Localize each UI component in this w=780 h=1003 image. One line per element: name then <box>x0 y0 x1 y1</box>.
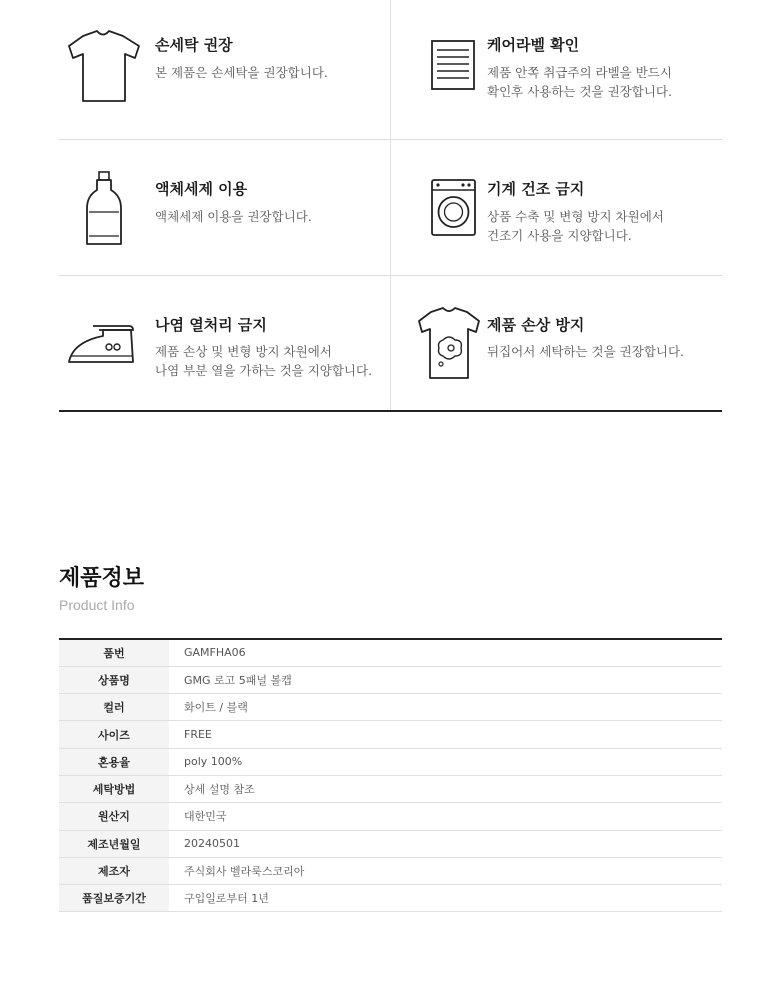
inside-out-shirt-icon <box>391 276 481 410</box>
care-item-no-heat-print <box>59 276 390 410</box>
care-title: 제품 손상 방지 <box>487 316 585 334</box>
washing-machine-icon <box>391 140 481 275</box>
product-info-title: 제품정보 <box>59 566 145 591</box>
row-label: 품질보증기간 <box>59 885 169 912</box>
care-row <box>59 140 722 276</box>
care-title: 액체세제 이용 <box>155 180 248 198</box>
care-desc: 뒤집어서 세탁하는 것을 권장합니다. <box>487 344 685 359</box>
row-value: 대한민국 <box>184 810 227 824</box>
row-label: 사이즈 <box>59 721 169 748</box>
row-value: poly 100% <box>184 755 243 769</box>
care-desc: 상품 수축 및 변형 방지 차원에서 건조기 사용을 지양합니다. <box>487 209 664 243</box>
care-row <box>59 0 722 140</box>
care-title: 나염 열처리 금지 <box>155 316 267 334</box>
row-value: 주식회사 벨라룩스코리아 <box>184 865 305 879</box>
care-title: 기계 건조 금지 <box>487 180 585 198</box>
table-row <box>59 830 722 857</box>
product-info-table <box>59 638 722 912</box>
table-row <box>59 694 722 721</box>
care-desc: 본 제품은 손세탁을 권장합니다. <box>155 65 328 80</box>
care-item-no-tumble-dry <box>391 140 722 275</box>
table-row <box>59 803 722 830</box>
iron-icon <box>59 276 149 410</box>
care-desc: 액체세제 이용을 권장합니다. <box>155 209 312 224</box>
table-row <box>59 639 722 666</box>
row-label: 혼용율 <box>59 748 169 775</box>
care-item-hand-wash <box>59 0 390 139</box>
product-info-subtitle: Product Info <box>59 597 135 613</box>
row-label: 제조자 <box>59 857 169 884</box>
row-label: 세탁방법 <box>59 775 169 802</box>
row-value: GMG 로고 5패널 볼캡 <box>184 673 292 687</box>
table-row <box>59 775 722 802</box>
row-value: FREE <box>184 728 212 742</box>
row-value: 구입일로부터 1년 <box>184 892 269 906</box>
care-row <box>59 276 722 410</box>
row-label: 품번 <box>59 639 169 666</box>
detergent-bottle-icon <box>59 140 149 275</box>
row-value: GAMFHA06 <box>184 646 246 660</box>
care-title: 손세탁 권장 <box>155 36 233 54</box>
tshirt-icon <box>59 0 149 139</box>
table-row <box>59 748 722 775</box>
care-desc: 제품 안쪽 취급주의 라벨을 반드시 확인후 사용하는 것을 권장합니다. <box>487 65 672 99</box>
care-title: 케어라벨 확인 <box>487 36 580 54</box>
row-label: 제조년월일 <box>59 830 169 857</box>
row-label: 상품명 <box>59 666 169 693</box>
care-item-check-label <box>391 0 722 139</box>
row-label: 원산지 <box>59 803 169 830</box>
row-label: 컬러 <box>59 694 169 721</box>
care-item-prevent-damage <box>391 276 722 410</box>
row-value: 상세 설명 참조 <box>184 783 255 797</box>
care-desc: 제품 손상 및 변형 방지 차원에서 나염 부분 열을 가하는 것을 지양합니다. <box>155 344 373 378</box>
table-row <box>59 721 722 748</box>
table-row <box>59 885 722 912</box>
care-instructions-grid <box>59 0 722 412</box>
care-item-liquid-detergent <box>59 140 390 275</box>
row-value: 20240501 <box>184 837 240 851</box>
row-value: 화이트 / 블랙 <box>184 701 248 715</box>
care-label-icon <box>391 0 481 139</box>
table-row <box>59 666 722 693</box>
table-row <box>59 857 722 884</box>
